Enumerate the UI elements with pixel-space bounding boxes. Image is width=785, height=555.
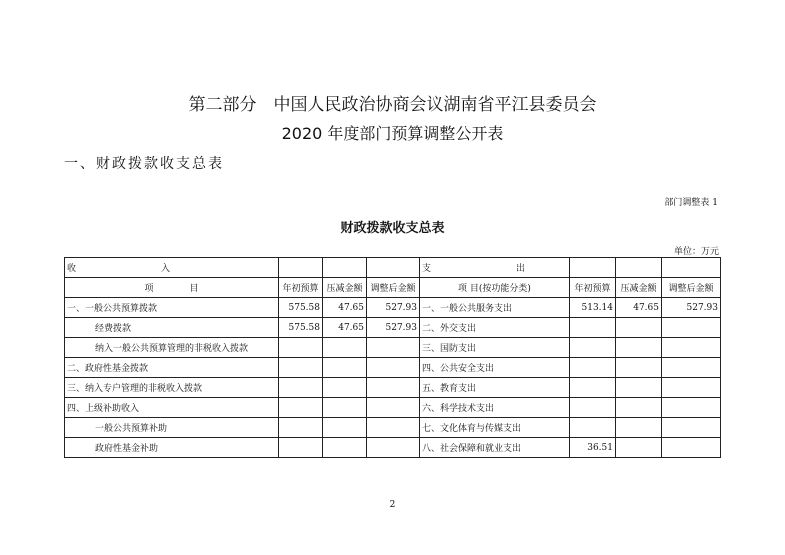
- page-number: 2: [389, 500, 396, 510]
- document-title-line2: 2020 年度部门预算调整公开表: [281, 124, 504, 143]
- right-reduce: [616, 378, 662, 398]
- right-item: 五、教育支出: [420, 378, 570, 398]
- income-label: 收: [67, 264, 77, 274]
- right-reduce: [616, 318, 662, 338]
- left-reduce: 47.65: [323, 318, 367, 338]
- table-header-row-1: [65, 258, 721, 278]
- table-row: [65, 358, 721, 378]
- item-header-right: 项 目(按功能分类): [420, 278, 570, 298]
- right-adjusted: [662, 318, 721, 338]
- right-adjusted: [662, 438, 721, 458]
- right-initial: 513.14: [570, 298, 616, 318]
- left-reduce: [323, 418, 367, 438]
- right-item: 三、国防支出: [420, 338, 570, 358]
- section-heading: 一、财政拨款收支总表: [64, 156, 224, 172]
- left-adjusted: [367, 438, 420, 458]
- right-initial: [570, 398, 616, 418]
- right-adjusted: [662, 358, 721, 378]
- left-adjusted: [367, 418, 420, 438]
- right-reduce: 47.65: [616, 298, 662, 318]
- col-adjusted-left: 调整后金额: [367, 278, 420, 298]
- right-reduce: [616, 438, 662, 458]
- right-reduce: [616, 338, 662, 358]
- left-reduce: [323, 438, 367, 458]
- right-item: 一、一般公共服务支出: [420, 298, 570, 318]
- right-item: 六、科学技术支出: [420, 398, 570, 418]
- left-initial: 575.58: [279, 298, 323, 318]
- left-item: 四、上级补助收入: [65, 398, 279, 418]
- left-item: 一、一般公共预算拨款: [65, 298, 279, 318]
- table-row: [65, 398, 721, 418]
- table-row: [65, 338, 721, 358]
- left-initial: [279, 418, 323, 438]
- unit-label: 单位：万元: [673, 247, 719, 257]
- right-adjusted: [662, 338, 721, 358]
- left-adjusted: [367, 358, 420, 378]
- left-initial: [279, 378, 323, 398]
- right-reduce: [616, 418, 662, 438]
- left-reduce: [323, 358, 367, 378]
- right-adjusted: 527.93: [662, 298, 721, 318]
- table-row: [65, 298, 721, 318]
- right-item: 四、公共安全支出: [420, 358, 570, 378]
- expense-label: 支: [422, 264, 432, 274]
- left-adjusted: 527.93: [367, 318, 420, 338]
- right-initial: [570, 318, 616, 338]
- right-initial: 36.51: [570, 438, 616, 458]
- left-item: 三、纳入专户管理的非税收入拨款: [65, 378, 279, 398]
- table-row: [65, 318, 721, 338]
- item-header-left: 项 目: [65, 278, 279, 298]
- document-title-line1: 第二部分 中国人民政治协商会议湖南省平江县委员会: [188, 95, 597, 115]
- left-item: 二、政府性基金拨款: [65, 358, 279, 378]
- left-reduce: [323, 398, 367, 418]
- right-initial: [570, 378, 616, 398]
- table-header-row-2: [65, 278, 721, 298]
- left-initial: [279, 338, 323, 358]
- left-initial: 575.58: [279, 318, 323, 338]
- right-initial: [570, 338, 616, 358]
- col-initial-left: 年初预算: [279, 278, 323, 298]
- left-reduce: [323, 338, 367, 358]
- left-item: 一般公共预算补助: [65, 418, 279, 438]
- right-adjusted: [662, 418, 721, 438]
- right-item: 七、文化体育与传媒支出: [420, 418, 570, 438]
- col-initial-right: 年初预算: [570, 278, 616, 298]
- left-item: 政府性基金补助: [65, 438, 279, 458]
- right-item: 二、外交支出: [420, 318, 570, 338]
- left-item: 纳入一般公共预算管理的非税收入拨款: [65, 338, 279, 358]
- left-item: 经费拨款: [65, 318, 279, 338]
- right-reduce: [616, 398, 662, 418]
- left-reduce: [323, 378, 367, 398]
- table-row: [65, 438, 721, 458]
- left-reduce: 47.65: [323, 298, 367, 318]
- right-item: 八、社会保障和就业支出: [420, 438, 570, 458]
- right-initial: [570, 418, 616, 438]
- form-number: 部门调整表 1: [664, 198, 718, 208]
- right-adjusted: [662, 398, 721, 418]
- table-row: [65, 418, 721, 438]
- budget-table: [64, 257, 721, 458]
- col-adjusted-right: 调整后金额: [662, 278, 721, 298]
- right-adjusted: [662, 378, 721, 398]
- left-initial: [279, 358, 323, 378]
- left-adjusted: [367, 378, 420, 398]
- expense-header-cell: [420, 258, 570, 278]
- table-row: [65, 378, 721, 398]
- table-title: 财政拨款收支总表: [340, 221, 445, 236]
- col-reduce-left: 压减金额: [323, 278, 367, 298]
- left-initial: [279, 438, 323, 458]
- right-reduce: [616, 358, 662, 378]
- left-adjusted: [367, 338, 420, 358]
- income-label-2: 入: [161, 264, 171, 274]
- left-adjusted: [367, 398, 420, 418]
- left-initial: [279, 398, 323, 418]
- col-reduce-right: 压减金额: [616, 278, 662, 298]
- income-header-cell: [65, 258, 279, 278]
- expense-label-2: 出: [516, 264, 526, 274]
- right-initial: [570, 358, 616, 378]
- left-adjusted: 527.93: [367, 298, 420, 318]
